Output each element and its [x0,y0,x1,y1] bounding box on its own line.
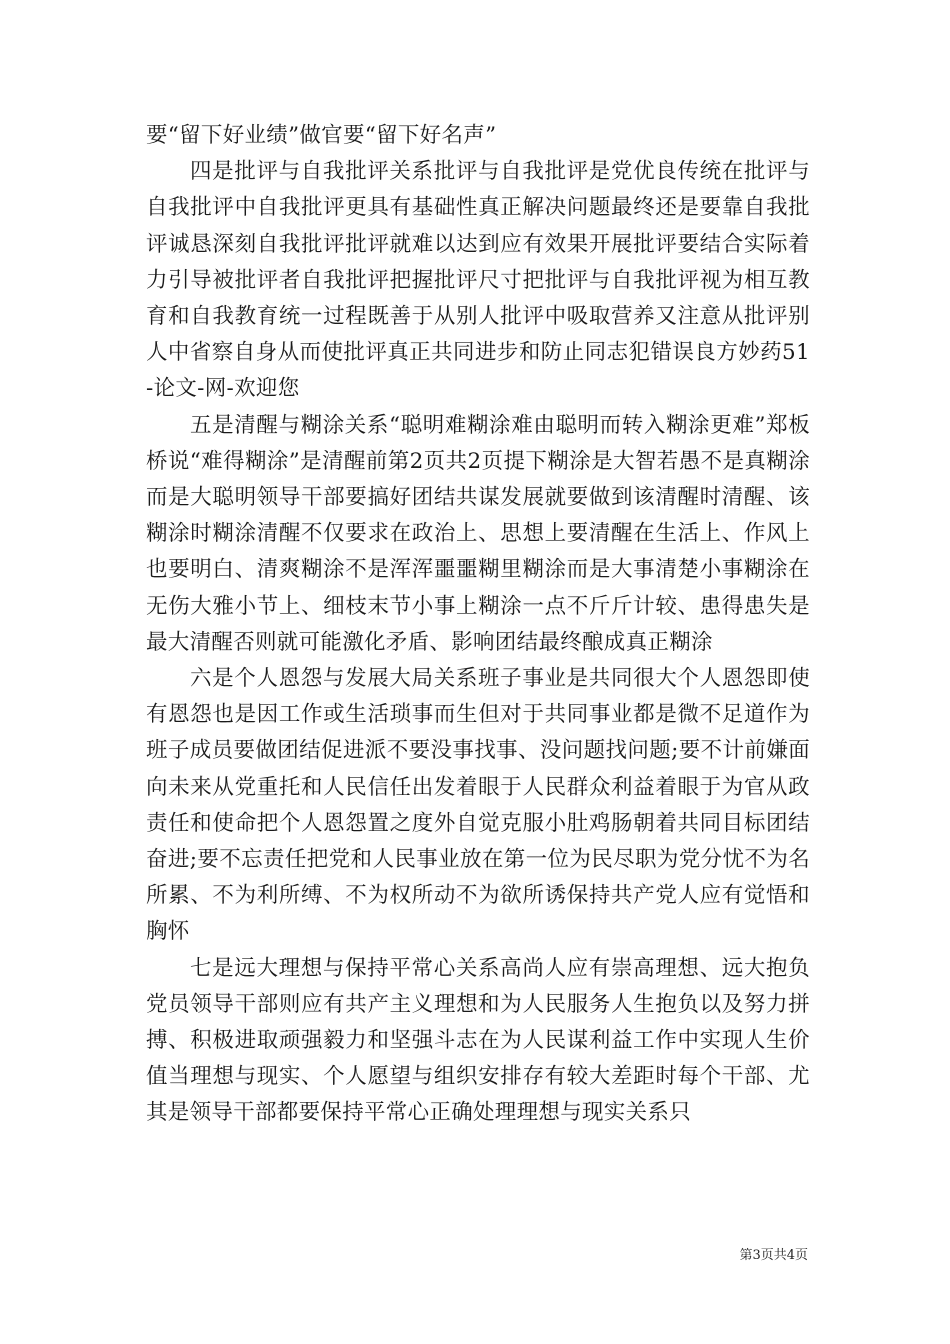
document-body [146,118,810,1132]
paragraph-personal-grudges: 六是个人恩怨与发展大局关系班子事业是共同很大个人恩怨即使有恩怨也是因工作或生活琐事而生但对于共同事业都是微不足道作为班子成员要做团结促进派不要没事找事、没问题找问题;要不计前嫌面向未来从党重托和人民信任出发着眼于人民群众利益着眼于为官从政责任和使命把个人恩怨置之度外自觉克服小肚鸡肠朝着共同目标团结奋进;要不忘责任把党和人民事业放在第一位为民尽职为党分忧不为名所累、不为利所缚、不为权所动不为欲所诱保持共产党人应有觉悟和胸怀 [146,666,810,945]
paragraph-ideals-and-equanimity: 七是远大理想与保持平常心关系高尚人应有崇高理想、远大抱负党员领导干部则应有共产主义理想和为人民服务人生抱负以及努力拼搏、积极进取顽强毅力和坚强斗志在为人民谋利益工作中实现人生价值当理想与现实、个人愿望与组织安排存有较大差距时每个干部、尤其是领导干部都要保持平常心正确处理理想与现实关系只 [146,955,810,1126]
paragraph-sober-and-muddled: 五是清醒与糊涂关系“聪明难糊涂难由聪明而转入糊涂更难”郑板桥说“难得糊涂”是清醒前第2页共2页提下糊涂是大智若愚不是真糊涂而是大聪明领导干部要搞好团结共谋发展就要做到该清醒时清醒、该糊涂时糊涂清醒不仅要求在政治上、思想上要清醒在生活上、作风上也要明白、清爽糊涂不是浑浑噩噩糊里糊涂而是大事清楚小事糊涂在无伤大雅小节上、细枝末节小事上糊涂一点不斤斤计较、患得患失是最大清醒否则就可能激化矛盾、影响团结最终酿成真正糊涂 [146,412,810,655]
paragraph-criticism: 四是批评与自我批评关系批评与自我批评是党优良传统在批评与自我批评中自我批评更具有基础性真正解决问题最终还是要靠自我批评诚恳深刻自我批评批评就难以达到应有效果开展批评要结合实际着力引导被批评者自我批评把握批评尺寸把批评与自我批评视为相互教育和自我教育统一过程既善于从别人批评中吸取营养又注意从批评别人中省察自身从而使批评真正共同进步和防止同志犯错误良方妙药51-论文-网-欢迎您 [146,159,810,402]
page-number-footer: 第3页共4页 [739,1248,808,1263]
paragraph-continuation: 要“留下好业绩”做官要“留下好名声” [146,123,497,148]
